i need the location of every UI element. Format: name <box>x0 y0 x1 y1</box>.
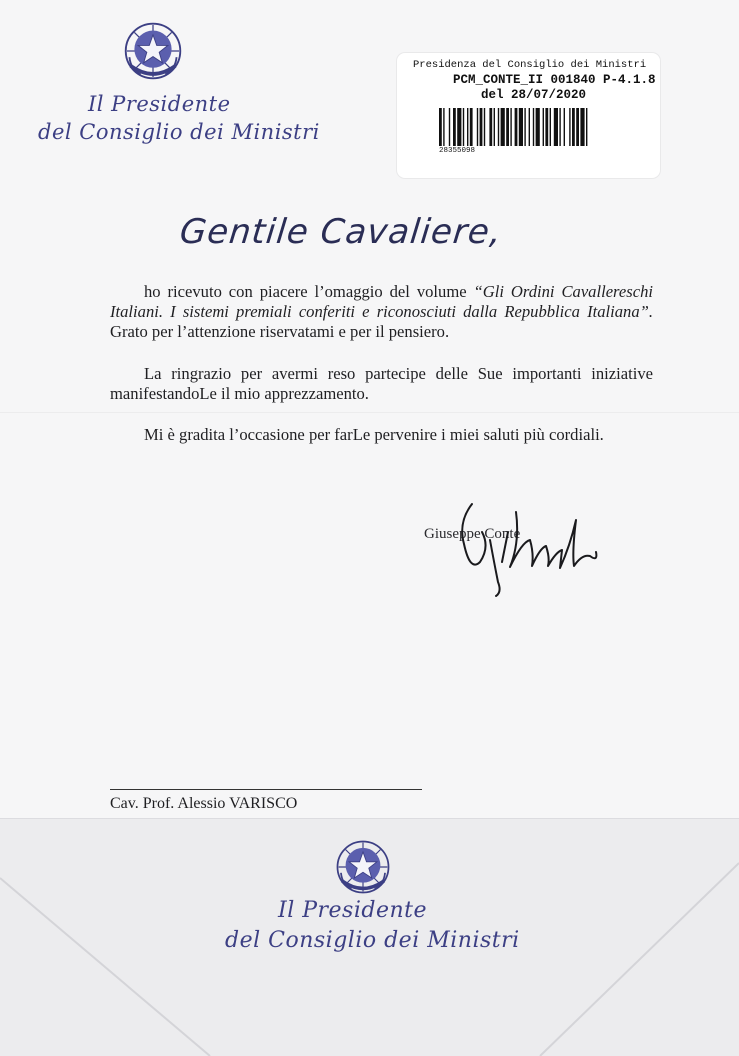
barcode-bar <box>489 108 492 146</box>
barcode-bar <box>569 108 570 146</box>
protocol-date: del 28/07/2020 <box>481 88 587 102</box>
paragraph-1-end: Grato per l’attenzione riservatami e per il pensiero. <box>110 322 450 341</box>
paragraph-2-text: La ringrazio per avermi reso partecipe delle Sue importanti iniziative manifestandoLe il mio apprezzamento. <box>110 364 653 403</box>
barcode-bar <box>524 108 525 146</box>
barcode-bar <box>449 108 450 146</box>
barcode-bar <box>580 108 584 146</box>
barcode-bar <box>519 108 523 146</box>
signatory-name: Giuseppe Conte <box>424 526 521 542</box>
paragraph-1-start: ho ricevuto con piacere l’omaggio del volume <box>144 282 474 301</box>
barcode-bar <box>439 108 442 146</box>
paragraph-3 <box>110 425 653 445</box>
barcode-number: 28355098 <box>439 147 476 155</box>
barcode-bar <box>477 108 478 146</box>
paper-crease <box>0 412 739 413</box>
barcode-bar <box>543 108 544 146</box>
barcode-bar <box>515 108 518 146</box>
book-title: “Gli Ordini Cavallereschi Italiani. I sistemi premiali conferiti e riconosciuti dalla Repubblica Italiana”. <box>110 282 653 321</box>
barcode-bar <box>510 108 511 146</box>
barcode-bar <box>554 108 558 146</box>
barcode-bar <box>501 108 505 146</box>
protocol-label <box>397 53 660 178</box>
handwritten-signature <box>450 492 610 602</box>
recipient-rule <box>110 789 422 790</box>
barcode-bar <box>463 108 464 146</box>
barcode-icon <box>439 108 639 146</box>
barcode-bar <box>480 108 483 146</box>
barcode-bar <box>550 108 551 146</box>
barcode-bar <box>506 108 509 146</box>
envelope-line1: Il Presidente <box>278 898 428 923</box>
barcode-bar <box>470 108 473 146</box>
barcode-bar <box>484 108 485 146</box>
recipient-name: Cav. Prof. Alessio VARISCO <box>110 795 298 812</box>
envelope-line2: del Consiglio dei Ministri <box>225 928 520 953</box>
barcode-bar <box>494 108 495 146</box>
barcode-bar <box>536 108 540 146</box>
paragraph-2 <box>110 364 653 404</box>
barcode-bar <box>545 108 548 146</box>
salutation: Gentile Cavaliere, <box>177 212 504 252</box>
emblem-icon <box>334 838 392 896</box>
barcode-bar <box>564 108 565 146</box>
paragraph-1 <box>110 282 653 342</box>
barcode-bar <box>453 108 456 146</box>
barcode-bar <box>467 108 468 146</box>
barcode-bar <box>457 108 461 146</box>
barcode-bar <box>529 108 530 146</box>
barcode-bar <box>576 108 579 146</box>
barcode-bar <box>498 108 499 146</box>
protocol-office: Presidenza del Consiglio dei Ministri <box>413 59 647 71</box>
barcode-bar <box>586 108 587 146</box>
barcode-bar <box>572 108 575 146</box>
barcode-bar <box>559 108 560 146</box>
envelope-back <box>0 818 739 1056</box>
letterhead-line1: Il Presidente <box>88 92 231 116</box>
protocol-number: PCM_CONTE_II 001840 P-4.1.8 <box>453 73 656 87</box>
barcode-bar <box>533 108 534 146</box>
paragraph-3-text: Mi è gradita l’occasione per farLe pervenire i miei saluti più cordiali. <box>144 425 604 444</box>
barcode-bar <box>443 108 444 146</box>
emblem-icon <box>122 20 184 82</box>
letterhead-line2: del Consiglio dei Ministri <box>38 120 320 144</box>
